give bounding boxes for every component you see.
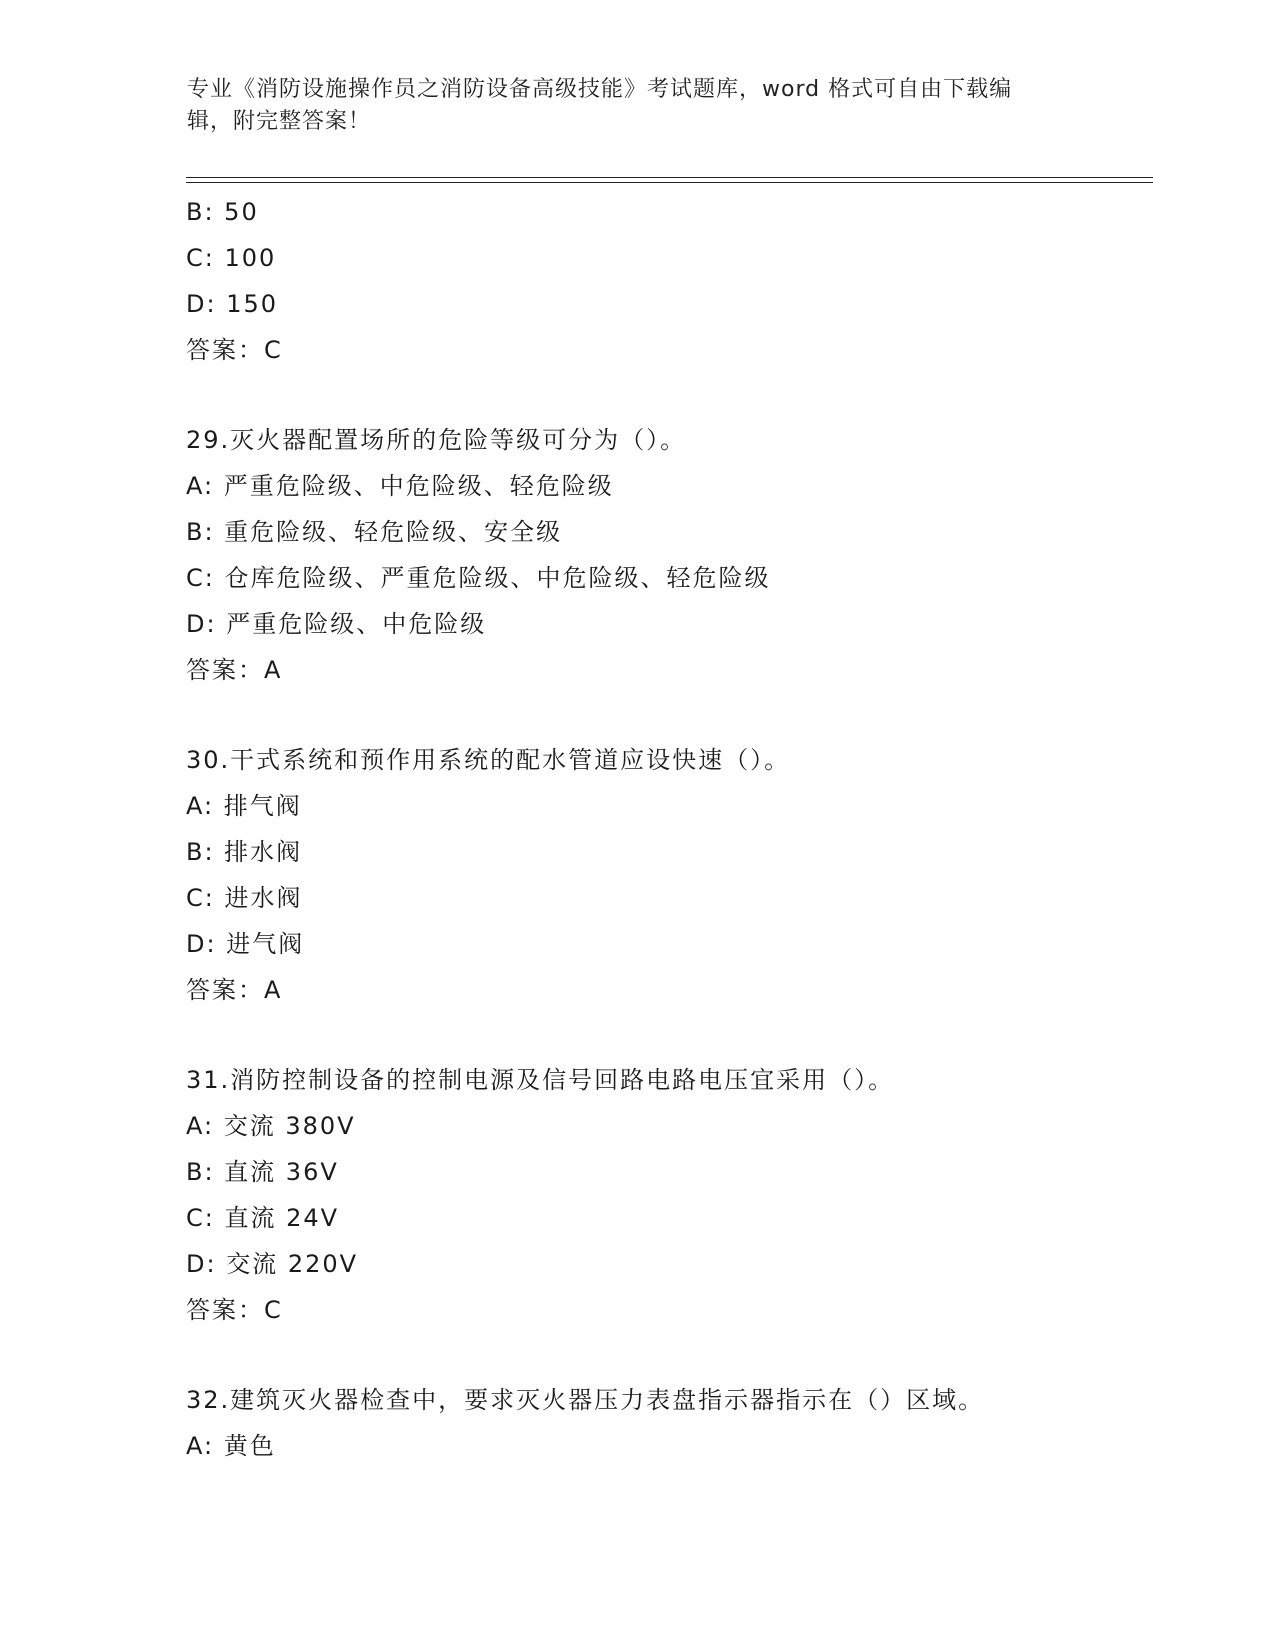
- option-line: D: 交流 220V: [186, 1250, 359, 1278]
- option-line: A: 严重危险级、中危险级、轻危险级: [186, 472, 614, 500]
- answer-line: 答案：C: [186, 1296, 283, 1324]
- option-line: D: 进气阀: [186, 930, 305, 958]
- question-block-29: [186, 417, 1146, 693]
- page-header: [187, 74, 1067, 138]
- question-block-31: [186, 1057, 1146, 1333]
- question-text: 30.干式系统和预作用系统的配水管道应设快速（）。: [186, 746, 791, 774]
- question-text: 31.消防控制设备的控制电源及信号回路电路电压宜采用（）。: [186, 1066, 895, 1094]
- header-line-2: 辑，附完整答案！: [187, 109, 372, 134]
- spacer: [186, 1333, 1146, 1377]
- option-line: A: 黄色: [186, 1432, 276, 1460]
- question-text: 29.灭火器配置场所的危险等级可分为（）。: [186, 426, 687, 454]
- answer-line: 答案：A: [186, 976, 283, 1004]
- option-line: C: 进水阀: [186, 884, 303, 912]
- question-text: 32.建筑灭火器检查中，要求灭火器压力表盘指示器指示在（）区域。: [186, 1386, 985, 1414]
- option-line: C: 直流 24V: [186, 1204, 340, 1232]
- answer-line: 答案：A: [186, 656, 283, 684]
- option-line: A: 交流 380V: [186, 1112, 356, 1140]
- option-line: C: 仓库危险级、严重危险级、中危险级、轻危险级: [186, 564, 771, 592]
- answer-line: 答案：C: [186, 336, 283, 364]
- option-line: C: 100: [186, 244, 277, 272]
- header-double-rule: [186, 177, 1153, 183]
- option-line: A: 排气阀: [186, 792, 302, 820]
- header-line-1: 专业《消防设施操作员之消防设备高级技能》考试题库，word 格式可自由下载编: [187, 77, 1013, 102]
- spacer: [186, 693, 1146, 737]
- option-line: B: 直流 36V: [186, 1158, 339, 1186]
- option-line: B: 重危险级、轻危险级、安全级: [186, 518, 563, 546]
- question-list: [186, 189, 1146, 1469]
- option-line: D: 严重危险级、中危险级: [186, 610, 487, 638]
- option-line: B: 排水阀: [186, 838, 303, 866]
- spacer: [186, 373, 1146, 417]
- option-line: D: 150: [186, 290, 279, 318]
- question-block-30: [186, 737, 1146, 1013]
- question-block-32: [186, 1377, 1146, 1469]
- question-block-28: [186, 189, 1146, 373]
- spacer: [186, 1013, 1146, 1057]
- option-line: B: 50: [186, 198, 259, 226]
